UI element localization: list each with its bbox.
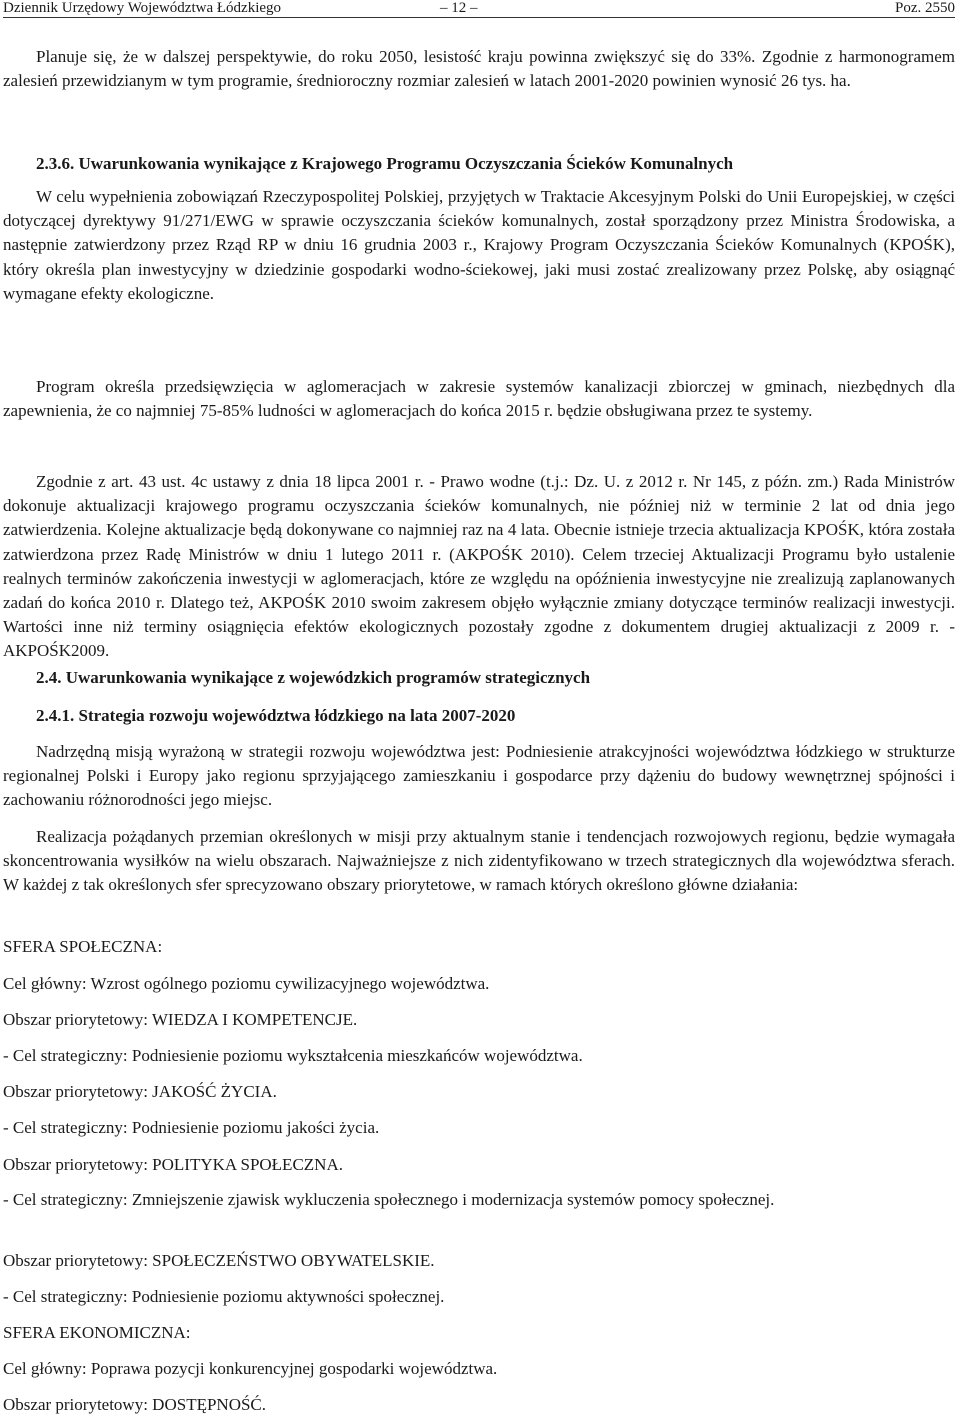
strategic-goal-social-activity: - Cel strategiczny: Podniesienie poziomu aktywności społecznej. [3,1287,445,1306]
main-goal-economic: Cel główny: Poprawa pozycji konkurencyjnej gospodarki województwa. [3,1359,498,1378]
position-number: Poz. 2550 [895,0,955,16]
paragraph-water-law: Zgodnie z art. 43 ust. 4c ustawy z dnia 18 lipca 2001 r. - Prawo wodne (t.j.: Dz. U. z 2012 r. Nr 145, z późn. zm.) Rada Ministrów dokonuje aktualizacji krajowego programu oczyszczania ścieków komunalnych, nie później niż w terminie 2 lat od dnia jego zatwierdzenia. Kolejne aktualizacje będą dokonywane co najmniej raz na 4 lata. Obecnie istnieje trzecia aktualizacja KPOŚK, która została zatwierdzona przez Radę Ministrów w dniu 1 lutego 2011 r. (AKPOŚK 2010). Celem trzeciej Aktualizacji Programu było ustalenie realnych terminów zakończenia inwestycji w aglomeracjach, które ze względu na opóźnienia inwestycyjne nie zrealizują zaplanowanych zadań do końca 2010 r. Dlatego też, AKPOŚK 2010 swoim zakresem objęło wyłącznie zmiany dotyczące terminów realizacji inwestycji. Wartości inne niż terminy osiągnięcia efektów ekologicznych pozostały zgodne z dokumentem drugiej aktualizacji z 2009 r. - AKPOŚK2009. [3,472,955,661]
section-heading-2-4: 2.4. Uwarunkowania wynikające z wojewódzkich programów strategicznych [36,668,591,687]
page-header [3,0,955,16]
paragraph-realization: Realizacja pożądanych przemian określonych w misji przy aktualnym stanie i tendencjach rozwojowych regionu, będzie wymagała skoncentrowania wysiłków na wielu obszarach. Najważniejsze z nich zidentyfikowano w trzech strategicznych dla województwa sferach. W każdej z tak określonych sfer sprecyzowano obszary priorytetowe, w ramach których określono główne działania: [3,827,955,895]
strategic-goal-quality-of-life: - Cel strategiczny: Podniesienie poziomu jakości życia. [3,1118,380,1137]
paragraph-forestation: Planuje się, że w dalszej perspektywie, do roku 2050, lesistość kraju powinna zwiększyć się do 33%. Zgodnie z harmonogramem zalesień przewidzianym w tym programie, średnioroczny rozmiar zalesień w latach 2001-2020 powinien wynosić 26 tys. ha. [3,47,955,91]
priority-area-accessibility: Obszar priorytetowy: DOSTĘPNOŚĆ. [3,1395,267,1414]
priority-area-civil-society: Obszar priorytetowy: SPOŁECZEŃSTWO OBYWATELSKIE. [3,1251,435,1270]
section-heading-2-4-1: 2.4.1. Strategia rozwoju województwa łódzkiego na lata 2007-2020 [36,706,516,725]
journal-title: Dziennik Urzędowy Województwa Łódzkiego [3,0,282,16]
section-heading-2-3-6: 2.3.6. Uwarunkowania wynikające z Krajowego Programu Oczyszczania Ścieków Komunalnych [36,154,734,173]
strategic-goal-social-exclusion: - Cel strategiczny: Zmniejszenie zjawisk wykluczenia społecznego i modernizacja systemów pomocy społecznej. [3,1190,775,1209]
priority-area-social-policy: Obszar priorytetowy: POLITYKA SPOŁECZNA. [3,1155,343,1174]
priority-area-knowledge: Obszar priorytetowy: WIEDZA I KOMPETENCJE. [3,1010,358,1029]
paragraph-mission: Nadrzędną misją wyrażoną w strategii rozwoju województwa jest: Podniesienie atrakcyjności województwa łódzkiego w strukturze regionalnej Polski i Europy jako regionu sprzyjającego zamieszkaniu i gospodarce przy dążeniu do budowy wewnętrznej spójności i zachowaniu różnorodności jego miejsc. [3,742,955,810]
strategic-goal-education: - Cel strategiczny: Podniesienie poziomu wykształcenia mieszkańców województwa. [3,1046,583,1065]
page-number: – 12 – [440,0,478,16]
header-divider [3,17,955,18]
paragraph-kposk-intro: W celu wypełnienia zobowiązań Rzeczypospolitej Polskiej, przyjętych w Traktacie Akcesyjnym Polski do Unii Europejskiej, w części dotyczącej dyrektywy 91/271/EWG w sprawie oczyszczania ścieków komunalnych, został sporządzony przez Ministra Środowiska, a następnie zatwierdzony przez Rząd RP w dniu 16 grudnia 2003 r., Krajowy Program Oczyszczania Ścieków Komunalnych (KPOŚK), który określa plan inwestycyjny w dziedzinie gospodarki wodno-ściekowej, jaki musi zostać zrealizowany przez Polskę, aby osiągnąć wymagane efekty ekologiczne. [3,187,955,303]
priority-area-quality-of-life: Obszar priorytetowy: JAKOŚĆ ŻYCIA. [3,1082,277,1101]
main-goal-social: Cel główny: Wzrost ogólnego poziomu cywilizacyjnego województwa. [3,974,490,993]
sphere-economic-label: SFERA EKONOMICZNA: [3,1323,191,1342]
paragraph-program-scope: Program określa przedsięwzięcia w aglomeracjach w zakresie systemów kanalizacji zbiorczej w gminach, niezbędnych dla zapewnienia, że co najmniej 75-85% ludności w aglomeracjach do końca 2015 r. będzie obsługiwana przez te systemy. [3,377,955,421]
sphere-social-label: SFERA SPOŁECZNA: [3,937,163,956]
